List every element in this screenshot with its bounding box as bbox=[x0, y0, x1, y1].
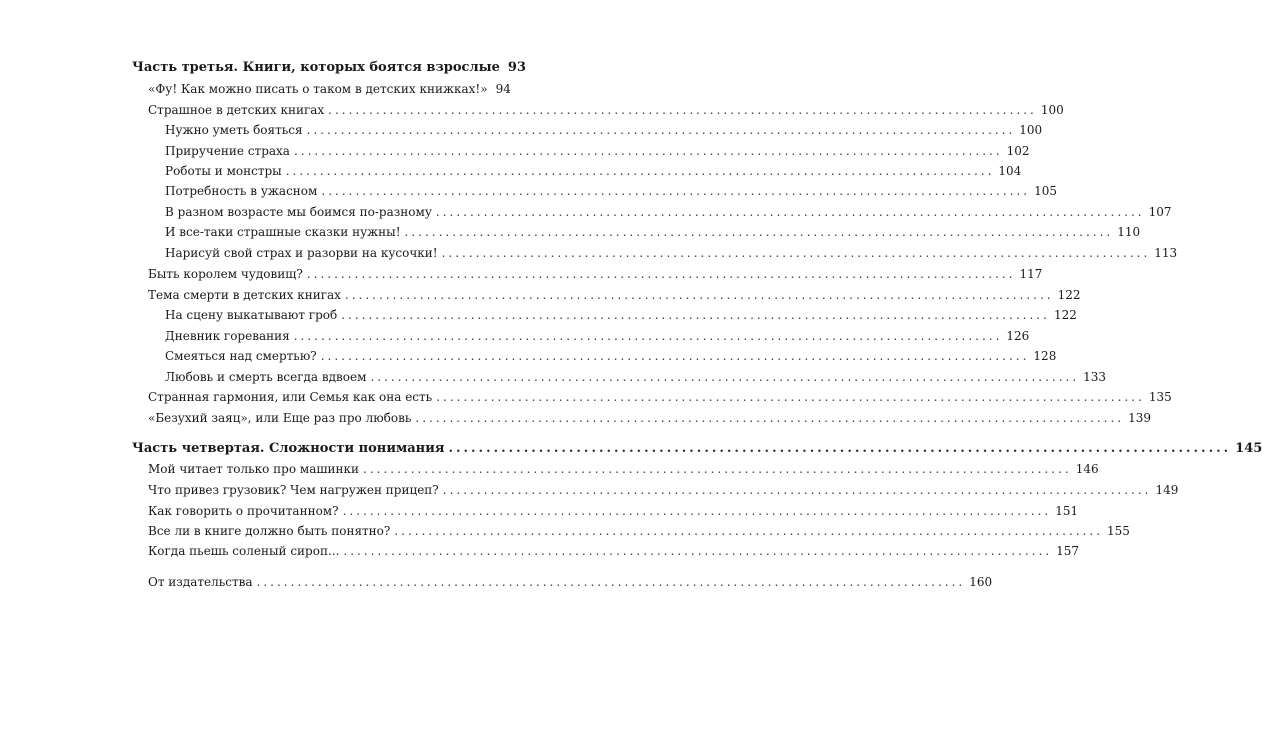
toc-entry-title: Страшное в детских книгах bbox=[148, 103, 325, 117]
toc-entry bbox=[148, 574, 993, 590]
toc-page-number: 128 bbox=[1033, 349, 1057, 363]
toc-entry-title: «Фу! Как можно писать о таком в детских книжках!» bbox=[148, 82, 488, 96]
toc-entry bbox=[148, 389, 1172, 405]
toc-part-heading bbox=[132, 441, 1262, 457]
toc-page-number: 107 bbox=[1148, 205, 1172, 219]
toc-leader-dots: ........................................................................................................ bbox=[436, 390, 1145, 404]
toc-leader-dots: ........................................................................................................ bbox=[343, 544, 1053, 558]
toc-entry bbox=[165, 328, 1030, 344]
toc-page-number: 146 bbox=[1075, 462, 1099, 476]
toc-entry-title: Странная гармония, или Семья как она есть bbox=[148, 390, 433, 404]
toc-page-number: 122 bbox=[1053, 308, 1077, 322]
toc-entry bbox=[165, 348, 1057, 364]
toc-entry-title: Дневник горевания bbox=[165, 329, 290, 343]
toc-leader-dots: ........................................................................................................ bbox=[306, 123, 1016, 137]
toc-entry-title: Смеяться над смертью? bbox=[165, 349, 317, 363]
toc-entry-title: Роботы и монстры bbox=[165, 164, 282, 178]
toc-leader-dots: ........................................................................................................ bbox=[293, 329, 1003, 343]
toc-entry-title: Нужно уметь бояться bbox=[165, 123, 303, 137]
toc-page-number: 113 bbox=[1154, 246, 1178, 260]
toc-entry-title: Когда пьешь соленый сироп... bbox=[148, 544, 340, 558]
toc-entry bbox=[165, 143, 1030, 159]
toc-page-number: 155 bbox=[1107, 524, 1130, 538]
toc-page-number: 135 bbox=[1148, 390, 1172, 404]
toc-entry-title: На сцену выкатывают гроб bbox=[165, 308, 338, 322]
toc-page-number: 139 bbox=[1128, 411, 1151, 425]
toc-leader-dots: ........................................................................................................ bbox=[321, 184, 1031, 198]
toc-entry bbox=[148, 287, 1081, 303]
toc-entry-title: «Безухий заяц», или Еще раз про любовь bbox=[148, 411, 412, 425]
toc-entry bbox=[165, 122, 1043, 138]
toc-leader-dots: ........................................................................................................ bbox=[256, 575, 966, 589]
toc-entry-title: В разном возрасте мы боимся по-разному bbox=[165, 205, 432, 219]
toc-leader-dots: ........................................................................................................ bbox=[285, 164, 995, 178]
toc-entry-title: Часть третья. Книги, которых боятся взрослые bbox=[132, 60, 500, 75]
toc-page-number: 145 bbox=[1235, 441, 1262, 456]
toc-page-number: 105 bbox=[1034, 184, 1057, 198]
toc-leader-dots: ........................................................................................................ bbox=[320, 349, 1030, 363]
toc-leader-dots: ........................................................................................................ bbox=[394, 524, 1104, 538]
toc-leader-dots: ........................................................................................................ bbox=[344, 288, 1054, 302]
toc-entry bbox=[148, 410, 1151, 426]
toc-page-number: 100 bbox=[1019, 123, 1043, 137]
toc-page-number: 100 bbox=[1040, 103, 1064, 117]
toc-page-number: 160 bbox=[969, 575, 993, 589]
toc-entry-title: Мой читает только про машинки bbox=[148, 462, 360, 476]
toc-leader-dots: ........................................................................................................ bbox=[370, 370, 1080, 384]
toc-entry-title: Как говорить о прочитанном? bbox=[148, 504, 339, 518]
toc-entry-title: Быть королем чудовищ? bbox=[148, 267, 303, 281]
toc-page-number: 157 bbox=[1056, 544, 1079, 558]
toc-leader-dots: ........................................................................................................ bbox=[341, 308, 1050, 322]
toc-entry bbox=[148, 503, 1079, 519]
toc-entry bbox=[148, 523, 1130, 539]
toc-entry-title: Потребность в ужасном bbox=[165, 184, 318, 198]
toc-page-number: 133 bbox=[1083, 370, 1107, 384]
toc-page-number: 94 bbox=[495, 82, 511, 96]
toc-entry-title: Любовь и смерть всегда вдвоем bbox=[165, 370, 367, 384]
toc-leader-dots: ........................................................................................................ bbox=[442, 483, 1152, 497]
toc-entry bbox=[148, 266, 1043, 282]
toc-entry-title: Часть четвертая. Сложности понимания bbox=[132, 441, 445, 456]
toc-entry-title: И все-таки страшные сказки нужны! bbox=[165, 225, 401, 239]
toc-page-number: 104 bbox=[998, 164, 1022, 178]
toc-leader-dots: ........................................................................................................ bbox=[435, 205, 1145, 219]
toc-leader-dots: ........................................................................................................ bbox=[441, 246, 1151, 260]
toc-entry bbox=[148, 461, 1099, 477]
toc-leader-dots: ........................................................................................................ bbox=[415, 411, 1125, 425]
toc-part-heading bbox=[132, 60, 527, 76]
toc-leader-dots: ........................................................................................................ bbox=[404, 225, 1114, 239]
toc-entry bbox=[148, 81, 511, 97]
toc-entry bbox=[165, 204, 1172, 220]
toc-page-number: 122 bbox=[1057, 288, 1081, 302]
toc-page-number: 117 bbox=[1019, 267, 1043, 281]
toc-leader-dots: ........................................................................................................ bbox=[448, 441, 1232, 456]
toc-page-number: 93 bbox=[507, 60, 527, 75]
toc-entry-title: Что привез грузовик? Чем нагружен прицеп? bbox=[148, 483, 439, 497]
toc-entry-title: Приручение страха bbox=[165, 144, 290, 158]
toc-entry bbox=[165, 245, 1178, 261]
toc-entry bbox=[165, 307, 1077, 323]
toc-entry bbox=[148, 102, 1064, 118]
toc-leader-dots: ........................................................................................................ bbox=[363, 462, 1072, 476]
toc-entry bbox=[165, 163, 1022, 179]
toc-entry bbox=[165, 369, 1107, 385]
toc-entry-title: Тема смерти в детских книгах bbox=[148, 288, 341, 302]
toc-page-number: 126 bbox=[1006, 329, 1030, 343]
toc-entry bbox=[165, 224, 1141, 240]
toc-page-number: 102 bbox=[1006, 144, 1030, 158]
toc-entry-title: Все ли в книге должно быть понятно? bbox=[148, 524, 391, 538]
toc-leader-dots: ........................................................................................................ bbox=[293, 144, 1003, 158]
toc-leader-dots: ........................................................................................................ bbox=[306, 267, 1016, 281]
toc-entry-title: Нарисуй свой страх и разорви на кусочки! bbox=[165, 246, 438, 260]
toc-entry bbox=[165, 183, 1057, 199]
toc-page-number: 151 bbox=[1055, 504, 1079, 518]
toc-entry bbox=[148, 543, 1079, 559]
toc-page-number: 110 bbox=[1117, 225, 1141, 239]
toc-entry-title: От издательства bbox=[148, 575, 253, 589]
toc-leader-dots: ........................................................................................................ bbox=[328, 103, 1037, 117]
toc-entry bbox=[148, 482, 1179, 498]
toc-page-number: 149 bbox=[1155, 483, 1179, 497]
toc-leader-dots: ........................................................................................................ bbox=[342, 504, 1052, 518]
